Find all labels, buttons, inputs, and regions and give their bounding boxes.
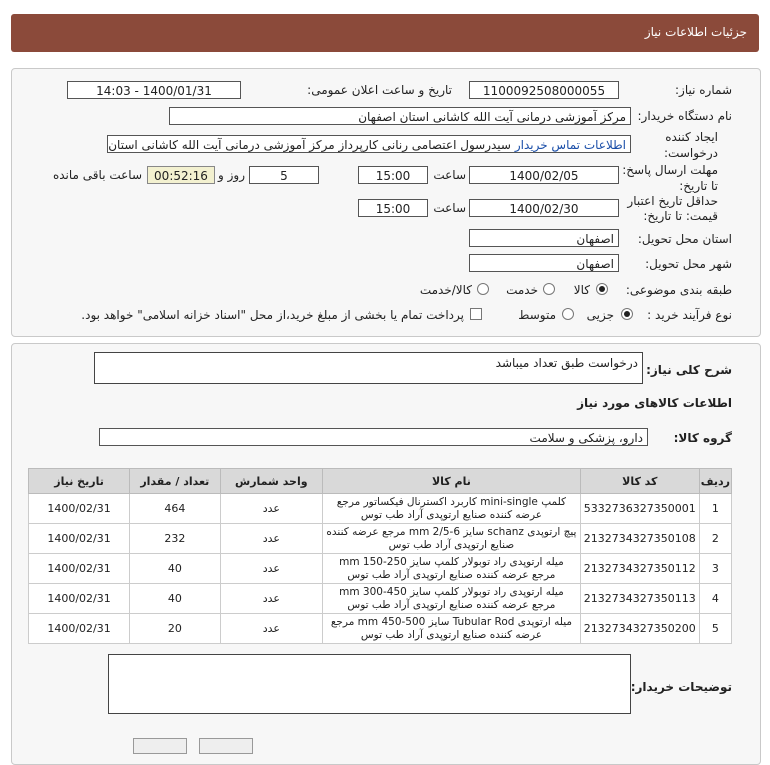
item-unit: عدد [220,584,323,614]
category-goods-label: کالا [573,283,590,297]
col-name-header: نام کالا [323,469,581,494]
item-code: 2132734327350113 [580,584,699,614]
deadline-time-field: 15:00 [358,166,428,184]
goods-table [28,468,732,644]
col-qty-header: تعداد / مقدار [130,469,220,494]
province-field: اصفهان [469,229,619,247]
buyer-org-field: مرکز آموزشی درمانی آیت الله کاشانی استان اصفهان [169,107,631,125]
item-name: کلمپ mini-single کاربرد اکسترنال فیکساتور مرجع عرضه کننده صنایع ارتوپدی آراد طب توس [323,494,581,524]
item-unit: عدد [220,554,323,584]
item-qty: 20 [130,614,220,644]
validity-time-label: ساعت [433,201,466,215]
validity-label-2: قیمت: تا تاریخ: [643,209,718,223]
buyer-contact-link[interactable]: اطلاعات تماس خریدار [514,138,626,152]
bottom-action-button[interactable] [133,738,187,754]
col-code-header: کد کالا [580,469,699,494]
buyer-org-label: نام دستگاه خریدار: [637,109,732,123]
treasury-payment-note: پرداخت تمام یا بخشی از مبلغ خرید،از محل "اسناد خزانه اسلامی" خواهد بود. [81,308,464,322]
category-goods-radio[interactable] [596,283,608,295]
deadline-label-2: تا تاریخ: [679,179,718,193]
deadline-date-field: 1400/02/05 [469,166,619,184]
goods-group-label: گروه کالا: [673,431,732,445]
item-name: میله ارتوپدی Tubular Rod سایز mm 450-500 مرجع عرضه کننده صنایع ارتوپدی آراد طب توس [323,614,581,644]
category-service-radio[interactable] [543,283,555,295]
process-minor-label: جزیی [586,308,614,322]
need-description-field: درخواست طبق تعداد میباشد [94,352,643,384]
item-code: 2132734327350200 [580,614,699,644]
validity-label: حداقل تاریخ اعتبار [627,194,718,208]
row-number: 2 [699,524,731,554]
bottom-action-button[interactable] [199,738,253,754]
page-title: جزئیات اطلاعات نیاز [644,25,747,39]
item-name: میله ارتوپدی راد توبولار کلمپ سایز mm 300-450 مرجع عرضه کننده صنایع ارتوپدی آراد طب توس [323,584,581,614]
item-name: میله ارتوپدی راد توبولار کلمپ سایز mm 150-250 مرجع عرضه کننده صنایع ارتوپدی آراد طب توس [323,554,581,584]
table-row[interactable] [29,524,732,554]
row-number: 3 [699,554,731,584]
table-row[interactable] [29,584,732,614]
treasury-payment-checkbox[interactable] [470,308,482,320]
item-name: پیچ ارتوپدی schanz سایز mm 2/5-6 مرجع عرضه کننده صنایع ارتوپدی آراد طب توس [323,524,581,554]
row-number: 4 [699,584,731,614]
creator-label: ایجاد کننده [665,130,718,144]
item-code: 2132734327350108 [580,524,699,554]
deadline-label: مهلت ارسال پاسخ: [622,163,718,177]
category-goods-service-label: کالا/خدمت [419,283,472,297]
category-goods-service-radio[interactable] [477,283,489,295]
item-unit: عدد [220,524,323,554]
validity-time-field: 15:00 [358,199,428,217]
item-date: 1400/02/31 [29,494,130,524]
process-label: نوع فرآیند خرید : [647,308,732,322]
process-medium-radio[interactable] [562,308,574,320]
city-field: اصفهان [469,254,619,272]
item-date: 1400/02/31 [29,614,130,644]
item-qty: 40 [130,584,220,614]
item-code: 2132734327350112 [580,554,699,584]
need-description-label: شرح کلی نیاز: [646,363,732,377]
process-medium-label: متوسط [518,308,556,322]
table-row[interactable] [29,554,732,584]
process-minor-radio[interactable] [621,308,633,320]
deadline-time-label: ساعت [433,168,466,182]
item-unit: عدد [220,494,323,524]
buyer-notes-label: توضیحات خریدار: [630,680,732,694]
category-label: طبقه بندی موضوعی: [625,283,732,297]
need-number-label: شماره نیاز: [675,83,732,97]
item-code: 5332736327350001 [580,494,699,524]
goods-section-title: اطلاعات کالاهای مورد نیاز [577,396,732,410]
goods-group-field: دارو، پزشکی و سلامت [99,428,648,446]
remaining-time-field: 00:52:16 [147,166,215,184]
item-qty: 464 [130,494,220,524]
creator-field [107,135,631,153]
row-number: 5 [699,614,731,644]
row-number: 1 [699,494,731,524]
page-header [11,14,759,52]
item-date: 1400/02/31 [29,554,130,584]
validity-date-field: 1400/02/30 [469,199,619,217]
table-header-row [29,469,732,494]
col-row-header: ردیف [699,469,731,494]
days-label: روز و [218,168,245,182]
col-unit-header: واحد شمارش [220,469,323,494]
item-qty: 40 [130,554,220,584]
announce-label: تاریخ و ساعت اعلان عمومی: [307,83,452,97]
buyer-notes-field [108,654,631,714]
remaining-label: ساعت باقی مانده [52,168,142,182]
category-service-label: خدمت [506,283,538,297]
creator-label-2: درخواست: [664,146,718,160]
province-label: استان محل تحویل: [637,232,732,246]
item-qty: 232 [130,524,220,554]
need-number-field: 1100092508000055 [469,81,619,99]
item-date: 1400/02/31 [29,524,130,554]
item-unit: عدد [220,614,323,644]
col-date-header: تاریخ نیاز [29,469,130,494]
item-date: 1400/02/31 [29,584,130,614]
table-row[interactable] [29,494,732,524]
creator-value: سیدرسول اعتصامی رنانی کارپرداز مرکز آموزشی درمانی آیت الله کاشانی استان [108,138,511,152]
days-field: 5 [249,166,319,184]
table-row[interactable] [29,614,732,644]
announce-datetime-field: 1400/01/31 - 14:03 [67,81,241,99]
city-label: شهر محل تحویل: [645,257,732,271]
